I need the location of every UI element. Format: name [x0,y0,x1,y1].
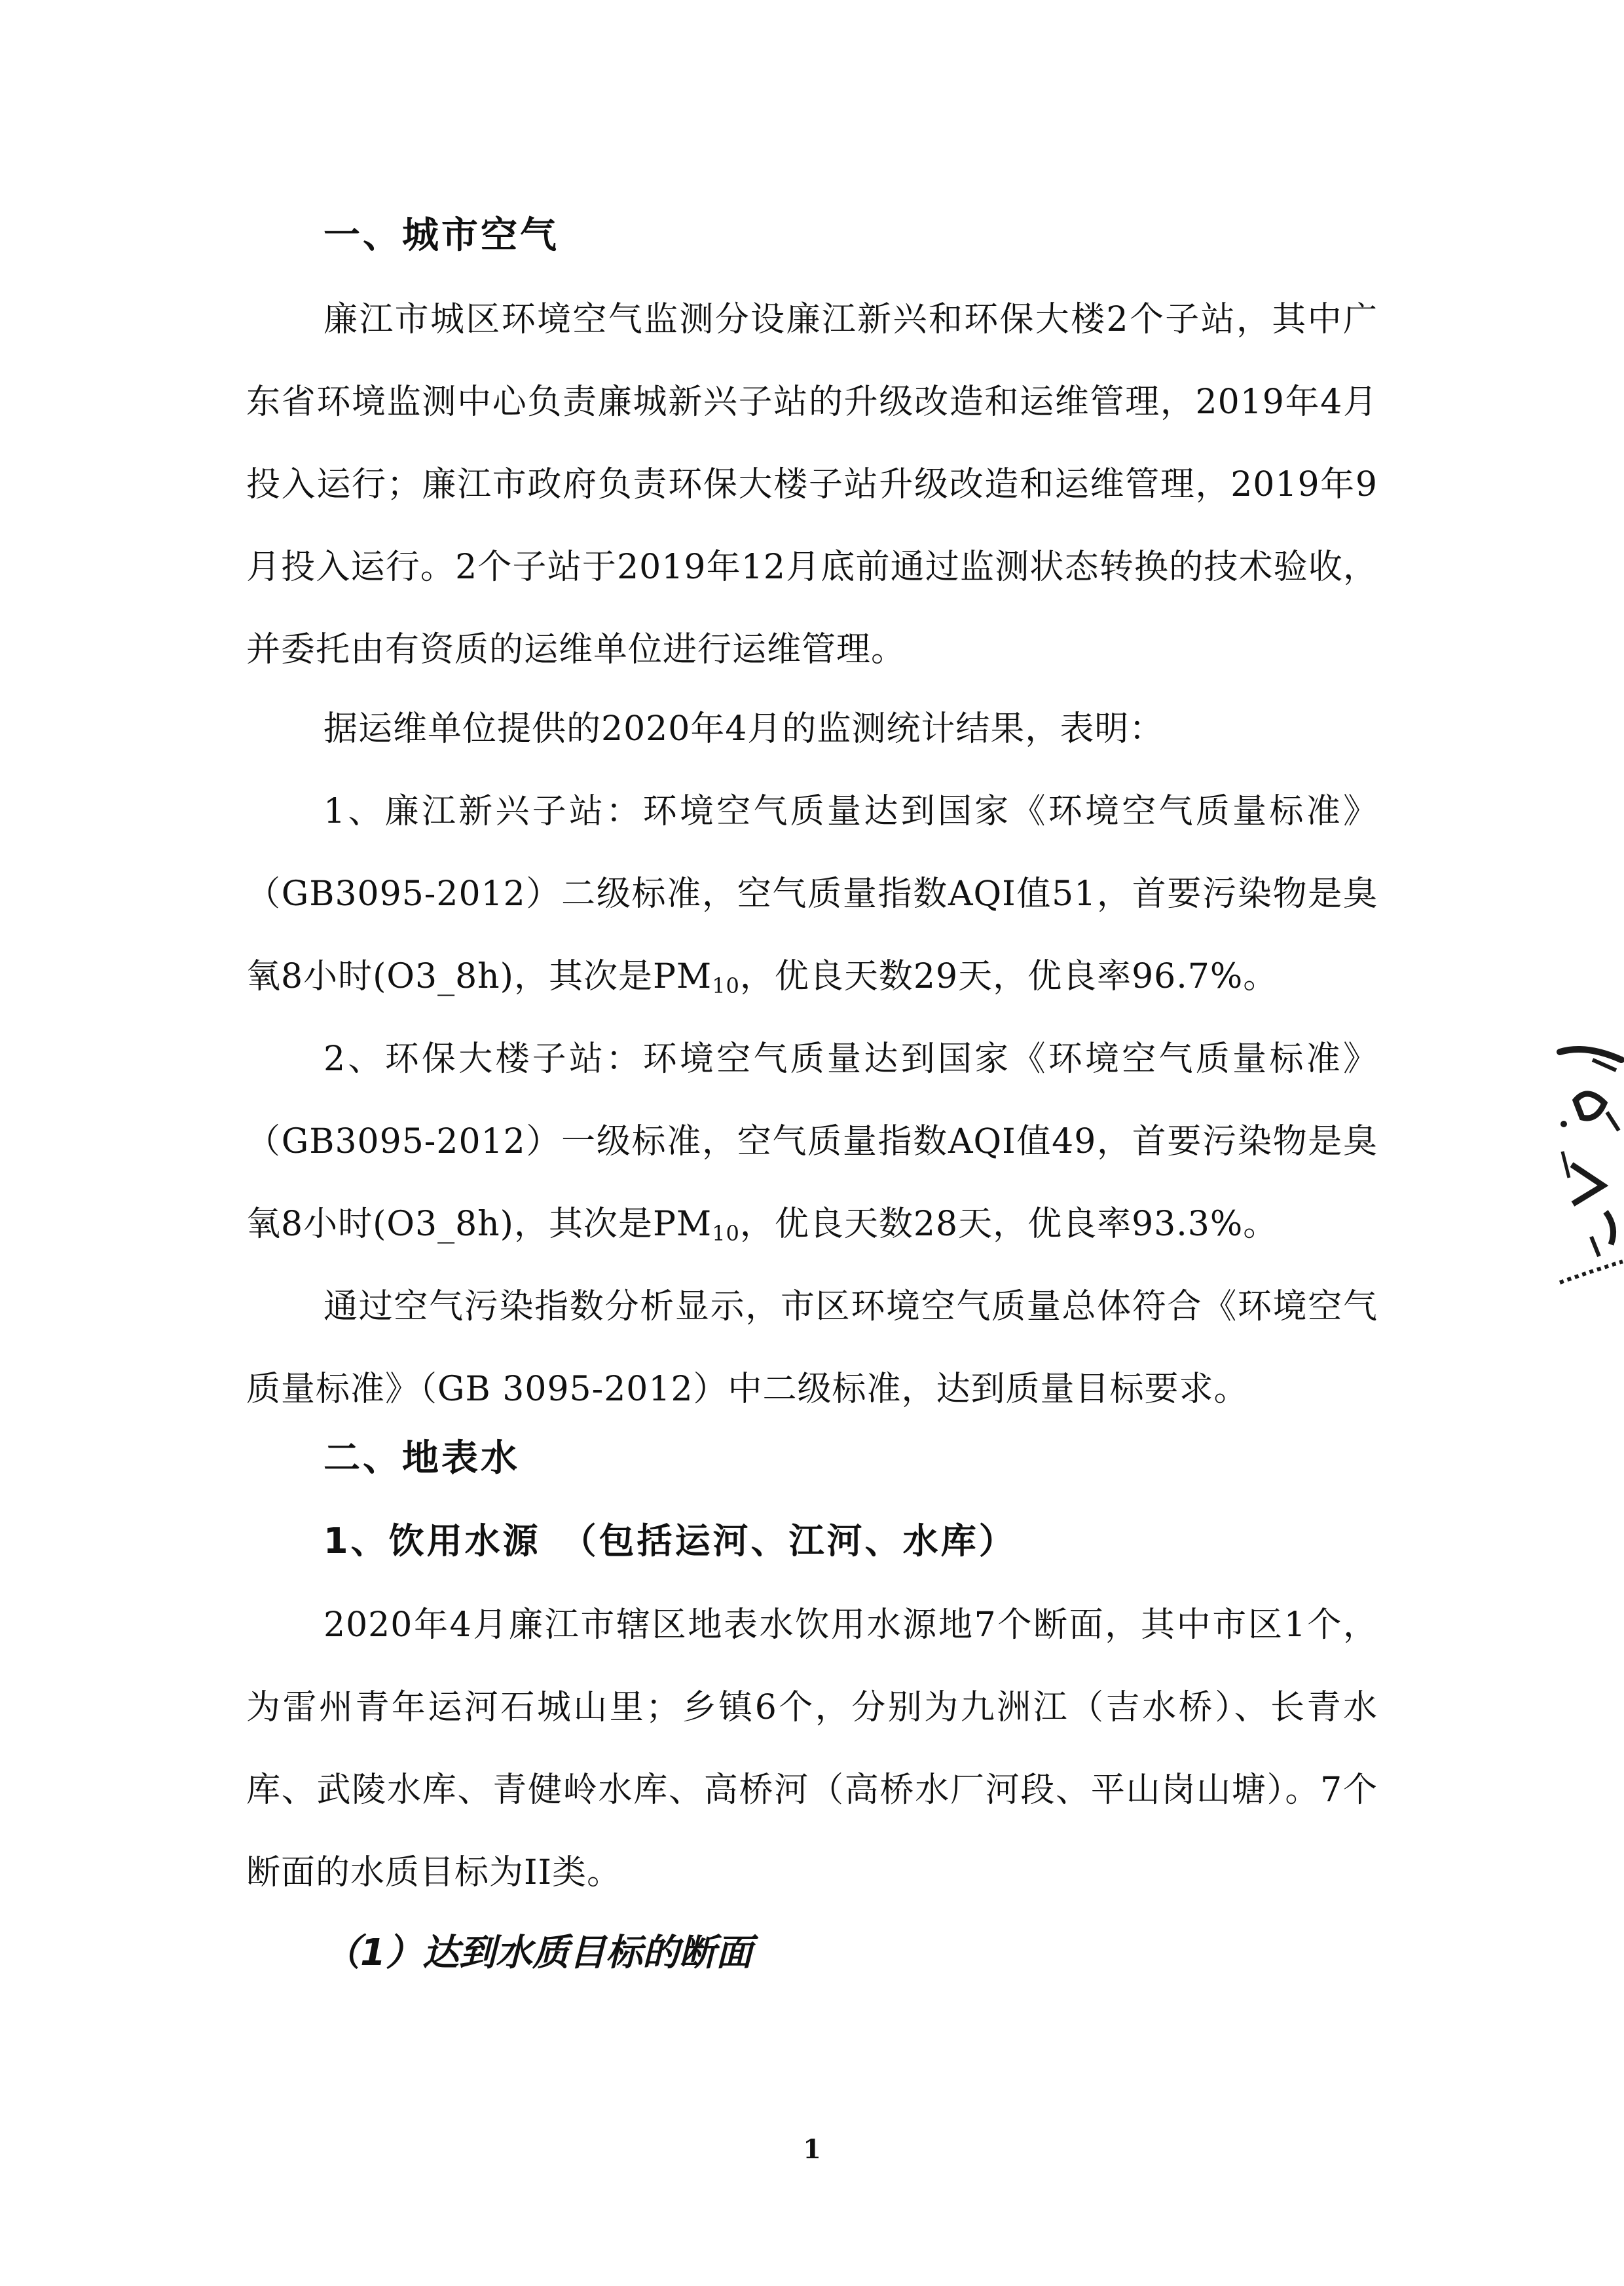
section-2-heading: 二、地表水 [323,1437,520,1480]
section-2-heading-block [246,1438,1378,1480]
station-2-subscript: 10 [712,1221,740,1246]
station-2-text-end: ，优良天数28天，优良率93.3%。 [739,1205,1278,1244]
seal-fragment-icon [1553,1040,1624,1289]
section-1-heading-block [246,215,1378,257]
air-intro-block [246,278,1378,691]
conclusion-block [246,1265,1378,1431]
station-2-block [246,1018,1378,1265]
drinking-water-block [246,1584,1378,1914]
station-1-text-end: ，优良天数29天，优良率96.7%。 [739,957,1278,996]
page-number: 1 [803,2134,821,2165]
drinking-water-paragraph: 2020年4月廉江市辖区地表水饮用水源地7个断面，其中市区1个，为雷州青年运河石城山里；乡镇6个，分别为九洲江（吉水桥）、长青水库、武陵水库、青健岭水库、高桥河（高桥水厂河段、平山岗山塘）。7个断面的水质目标为II类。 [246,1605,1378,1892]
air-intro-paragraph: 廉江市城区环境空气监测分设廉江新兴和环保大楼2个子站，其中广东省环境监测中心负责廉城新兴子站的升级改造和运维管理，2019年4月投入运行；廉江市政府负责环保大楼子站升级改造和运维管理，2019年9月投入运行。2个子站于2019年12月底前通过监测状态转换的技术验收，并委托由有资质的运维单位进行运维管理。 [246,300,1378,669]
section-1-heading: 一、城市空气 [323,214,559,257]
conclusion-paragraph: 通过空气污染指数分析显示，市区环境空气质量总体符合《环境空气质量标准》（GB 3095-2012）中二级标准，达到质量目标要求。 [246,1287,1378,1409]
subsection-block [246,1932,1378,1974]
subsection-heading: （1）达到水质目标的断面 [323,1932,752,1974]
station-1-block [246,770,1378,1018]
station-2-paragraph [246,1018,1378,1265]
section-2-subheading-block [246,1520,1378,1562]
station-1-text: 1、廉江新兴子站：环境空气质量达到国家《环境空气质量标准》（GB3095-2012）二级标准，空气质量指数AQI值51，首要污染物是臭氧8小时(O3_8h)，其次是PM [246,792,1378,996]
drinking-water-subheading: 1、饮用水源 （包括运河、江河、水库） [323,1520,1017,1562]
station-1-paragraph [246,770,1378,1018]
station-2-text: 2、环保大楼子站：环境空气质量达到国家《环境空气质量标准》（GB3095-2012）一级标准，空气质量指数AQI值49，首要污染物是臭氧8小时(O3_8h)，其次是PM [246,1040,1378,1244]
station-1-subscript: 10 [712,973,740,998]
results-intro-paragraph: 据运维单位提供的2020年4月的监测统计结果，表明： [323,709,1164,749]
results-intro-block [246,688,1378,770]
